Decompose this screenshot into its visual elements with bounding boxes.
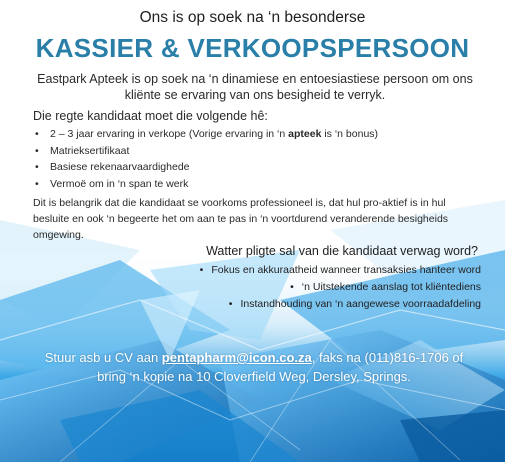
subheading: Ons is op soek na ‘n besonderse [139, 9, 366, 26]
requirement-item [33, 159, 473, 176]
requirement-text: is ‘n bonus) [321, 128, 379, 140]
bullet-icon: • [290, 281, 294, 293]
requirement-text: Matrieksertifikaat [50, 144, 130, 157]
requirement-bold-word: apteek [288, 128, 322, 140]
bullet-icon: • [35, 128, 39, 140]
duty-text: Instandhouding van ‘n aangewese voorraadafdeling [240, 298, 481, 310]
requirement-text: Basiese rekenaarvaardighede [50, 161, 190, 173]
bullet-icon: • [228, 298, 233, 310]
duties-heading: Watter pligte sal van die kandidaat verwag word? [206, 244, 478, 258]
requirements-list [33, 126, 473, 192]
requirement-text: 2 – 3 jaar ervaring in verkope (Vorige ervaring in ‘n [50, 128, 289, 140]
requirement-item [33, 176, 473, 193]
contact-prefix: Stuur asb u CV aan [44, 350, 162, 365]
requirement-text: Vermoë om in ‘n span te werk [50, 177, 189, 190]
description-paragraph: Dit is belangrik dat die kandidaat se voorkoms professioneel is, dat hul pro-aktief is in hul besluite en ook ‘n begeerte het om aan te pas in ‘n voortdurend veranderende besigheids omgewing. [33, 197, 449, 241]
requirements-heading: Die regte kandidaat moet die volgende hê: [33, 109, 268, 123]
intro-text: Eastpark Apteek is op soek na ‘n dinamiese en entoesiastiese persoon om ons kliënte se ervaring van ons besigheid te verryk. [37, 72, 473, 102]
duty-item [229, 298, 481, 310]
bullet-icon: • [35, 177, 39, 190]
duty-text: Fokus en akkuraatheid wanneer transaksies hanteer word [211, 264, 481, 276]
bullet-icon: • [35, 144, 39, 157]
bullet-icon: • [35, 161, 39, 173]
email-link[interactable]: pentapharm@icon.co.za [161, 350, 312, 365]
requirement-item [33, 143, 473, 160]
contact-address: bring ‘n kopie na 10 Cloverfield Weg, Dersley, Springs. [97, 369, 411, 384]
duty-text: ‘n Uitstekende aanslag tot kliëntediens [301, 281, 481, 293]
requirement-item [33, 126, 473, 143]
duty-item [200, 264, 481, 276]
job-title: KASSIER & VERKOOPSPERSOON [35, 33, 470, 63]
bullet-icon: • [199, 264, 204, 276]
contact-info [40, 348, 468, 386]
duty-item [290, 281, 481, 293]
contact-fax: , faks na (011)816-1706 of [311, 350, 464, 365]
